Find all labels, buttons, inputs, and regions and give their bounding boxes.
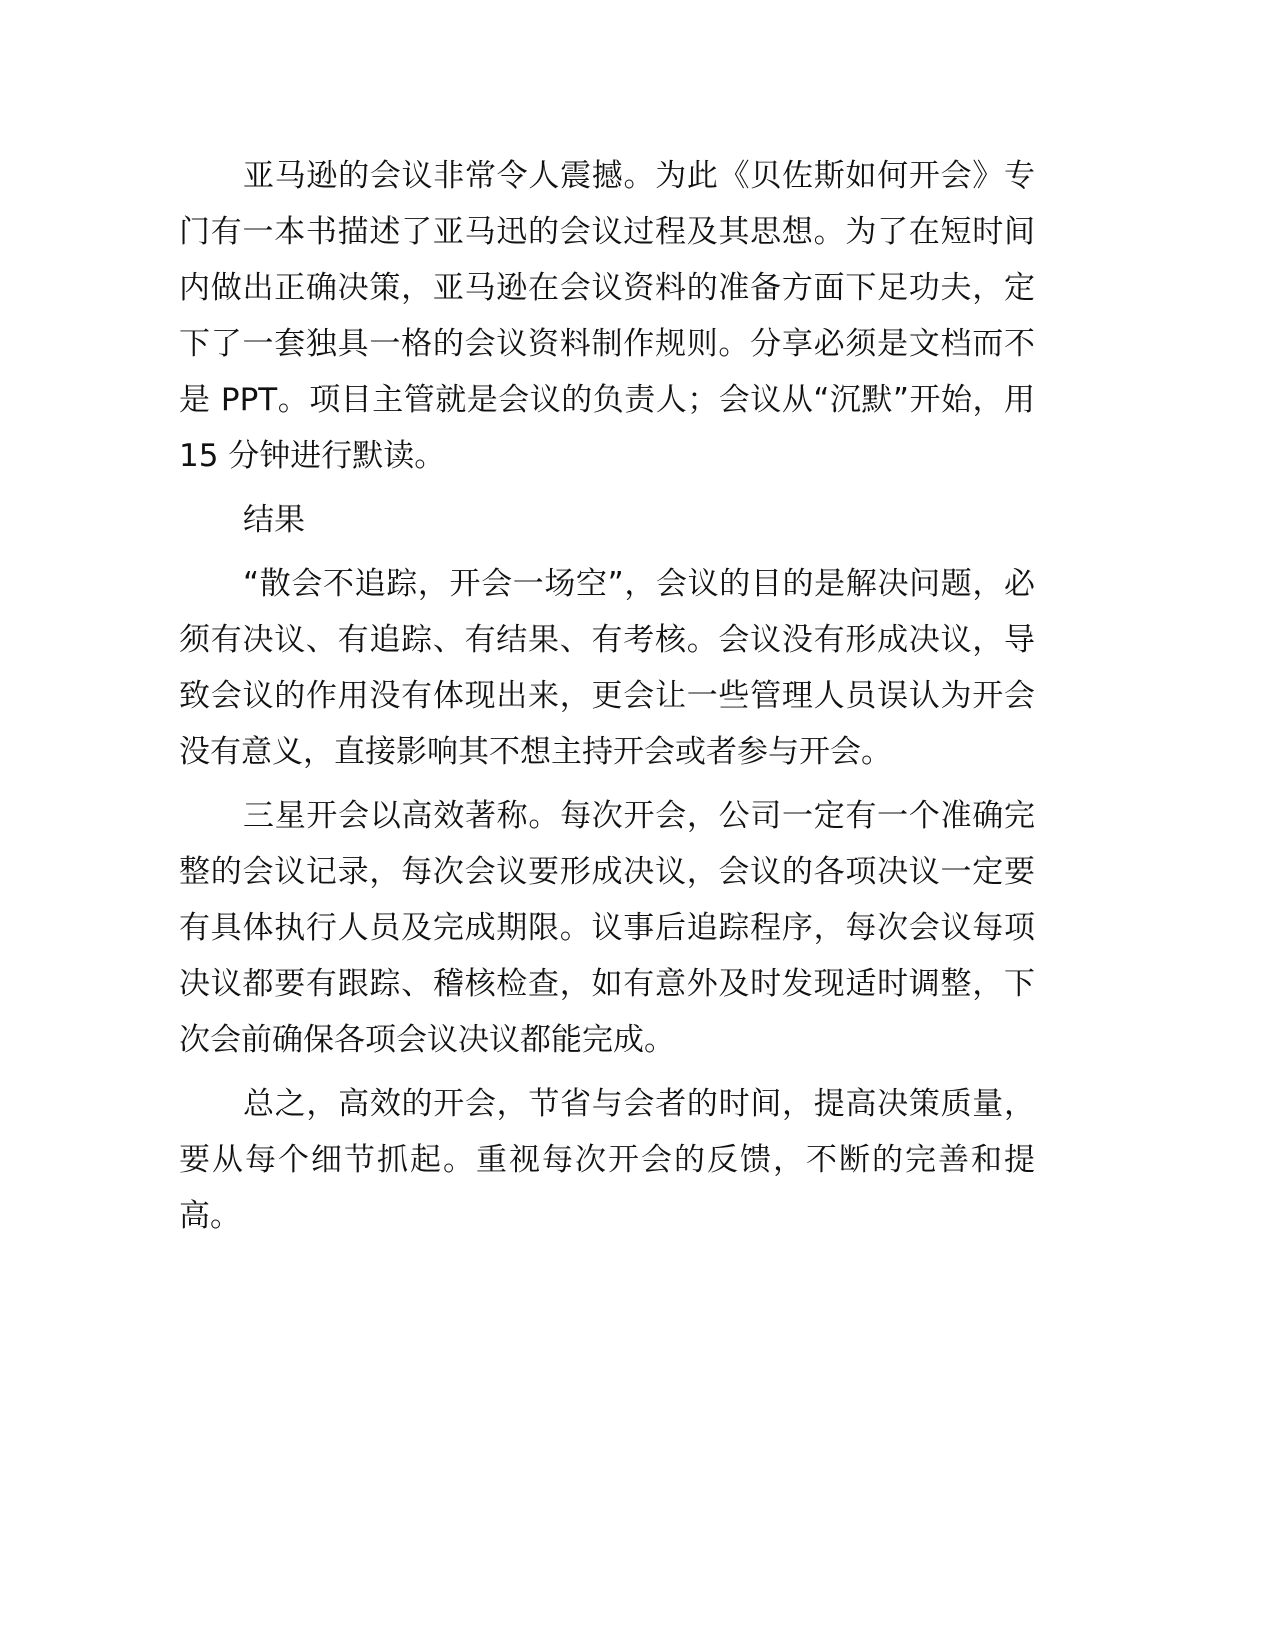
paragraph-follow-up: “散会不追踪，开会一场空”，会议的目的是解决问题，必须有决议、有追踪、有结果、有考核。会议没有形成决议，导致会议的作用没有体现出来，更会让一些管理人员误认为开会没有意义，直接影响其不想主持开会或者参与开会。	[179, 566, 1035, 770]
paragraph-conclusion: 总之，高效的开会，节省与会者的时间，提高决策质量，要从每个细节抓起。重视每次开会的反馈，不断的完善和提高。	[179, 1086, 1035, 1234]
document-body	[179, 148, 1035, 1252]
paragraph-samsung-meetings: 三星开会以高效著称。每次开会，公司一定有一个准确完整的会议记录，每次会议要形成决议，会议的各项决议一定要有具体执行人员及完成期限。议事后追踪程序，每次会议每项决议都要有跟踪、稽核检查，如有意外及时发现适时调整，下次会前确保各项会议决议都能完成。	[179, 798, 1035, 1058]
section-heading-results: 结果	[243, 502, 305, 538]
paragraph-amazon-meetings: 亚马逊的会议非常令人震撼。为此《贝佐斯如何开会》专门有一本书描述了亚马迅的会议过程及其思想。为了在短时间内做出正确决策，亚马逊在会议资料的准备方面下足功夫，定下了一套独具一格的会议资料制作规则。分享必须是文档而不是 PPT。项目主管就是会议的负责人；会议从“沉默”开始，用 15 分钟进行默读。	[179, 158, 1035, 474]
